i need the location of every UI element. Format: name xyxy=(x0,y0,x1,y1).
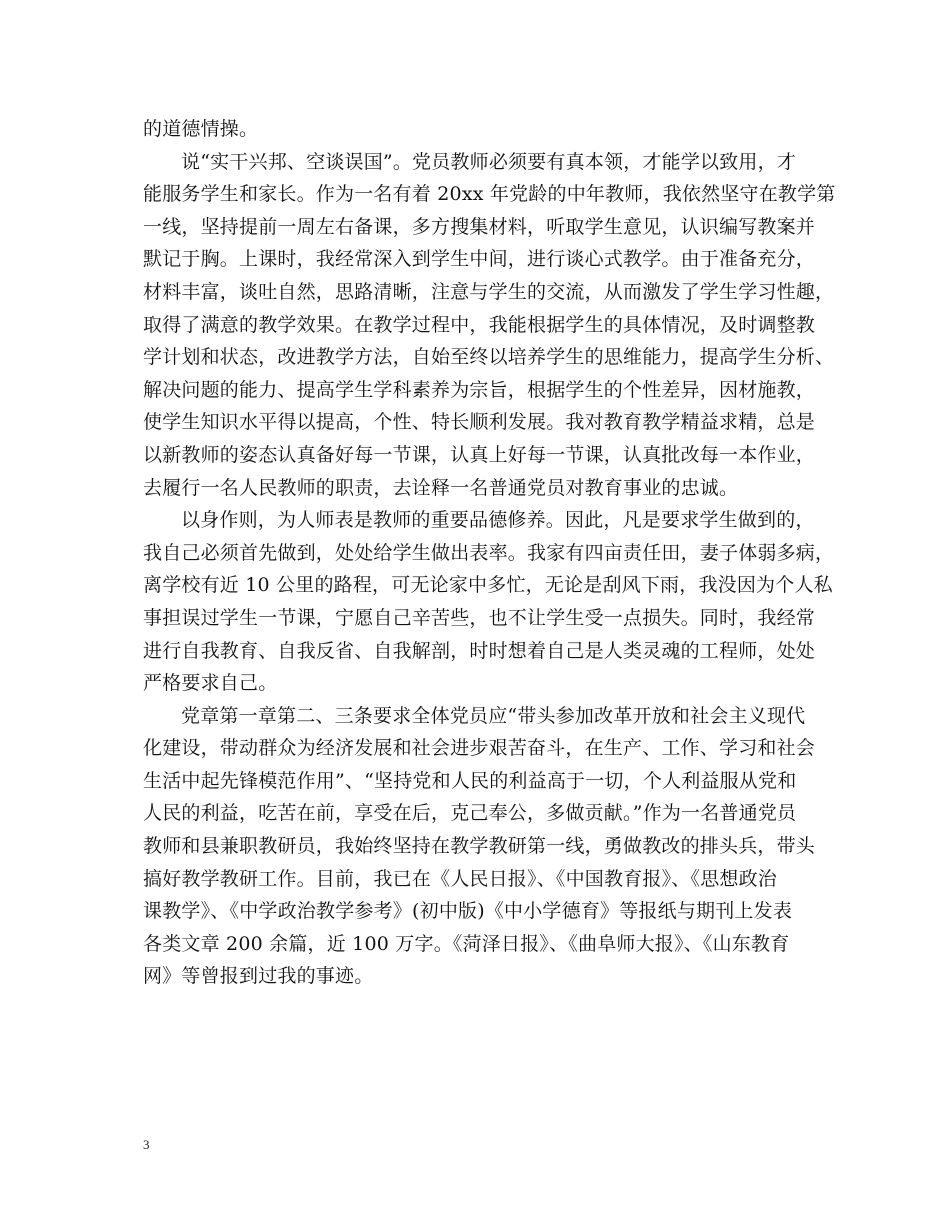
text-line: 课教学》、《中学政治教学参考》(初中版)《中小学德育》等报纸与期刊上发表 xyxy=(143,900,793,923)
text-line: 默记于胸。上课时，我经常深入到学生中间，进行谈心式教学。由于准备充分， xyxy=(143,248,816,271)
text-line: 进行自我教育、自我反省、自我解剖，时时想着自己是人类灵魂的工程师，处处 xyxy=(143,639,816,662)
text-line: 我自己必须首先做到，处处给学生做出表率。我家有四亩责任田，妻子体弱多病， xyxy=(143,541,835,564)
text-line: 去履行一名人民教师的职责，去诠释一名普通党员对教育事业的忠诚。 xyxy=(143,476,739,499)
text-line: 事担误过学生一节课，宁愿自己辛苦些，也不让学生受一点损失。同时，我经常 xyxy=(143,606,816,629)
text-line: 取得了满意的教学效果。在教学过程中，我能根据学生的具体情况，及时调整教 xyxy=(143,313,816,336)
text-line: 使学生知识水平得以提高，个性、特长顺利发展。我对教育教学精益求精，总是 xyxy=(143,411,816,434)
text-line: 人民的利益，吃苦在前，享受在后，克己奉公，多做贡献。”作为一名普通党员 xyxy=(143,802,797,825)
text-line: 党章第一章第二、三条要求全体党员应“带头参加改革开放和社会主义现代 xyxy=(181,704,806,727)
text-line: 各类文章 200 余篇，近 100 万字。《菏泽日报》、《曲阜师大报》、《山东教育 xyxy=(143,932,790,955)
text-line: 说“实干兴邦、空谈误国”。党员教师必须要有真本领，才能学以致用，才 xyxy=(181,150,797,173)
page-number: 3 xyxy=(143,1137,150,1152)
text-line: 材料丰富，谈吐自然，思路清晰，注意与学生的交流，从而激发了学生学习性趣， xyxy=(143,280,835,303)
text-line: 一线，坚持提前一周左右备课，多方搜集材料，听取学生意见，认识编写教案并 xyxy=(143,215,816,238)
text-line: 解决问题的能力、提高学生学科素养为宗旨，根据学生的个性差异，因材施教， xyxy=(143,378,816,401)
text-line: 搞好教学教研工作。目前，我已在《人民日报》、《中国教育报》、《思想政治 xyxy=(143,867,778,890)
text-line: 化建设，带动群众为经济发展和社会进步艰苦奋斗，在生产、工作、学习和社会 xyxy=(143,737,816,760)
text-line: 能服务学生和家长。作为一名有着 20xx 年党龄的中年教师，我依然坚守在教学第 xyxy=(143,183,836,206)
text-line: 教师和县兼职教研员，我始终坚持在教学教研第一线，勇做教改的排头兵，带头 xyxy=(143,835,816,858)
document-body xyxy=(143,113,836,993)
text-line: 的道德情操。 xyxy=(143,118,259,140)
text-line: 以身作则，为人师表是教师的重要品德修养。因此，凡是要求学生做到的， xyxy=(181,509,815,532)
text-line: 学计划和状态，改进教学方法，自始至终以培养学生的思维能力，提高学生分析、 xyxy=(143,346,835,369)
text-line: 严格要求自己。 xyxy=(143,672,278,695)
text-line: 网》等曾报到过我的事迹。 xyxy=(143,965,374,988)
text-line: 以新教师的姿态认真备好每一节课，认真上好每一节课，认真批改每一本作业， xyxy=(143,443,816,466)
text-line: 生活中起先锋模范作用”、“坚持党和人民的利益高于一切，个人利益服从党和 xyxy=(143,769,797,792)
text-line: 离学校有近 10 公里的路程，可无论家中多忙，无论是刮风下雨，我没因为个人私 xyxy=(143,574,833,597)
